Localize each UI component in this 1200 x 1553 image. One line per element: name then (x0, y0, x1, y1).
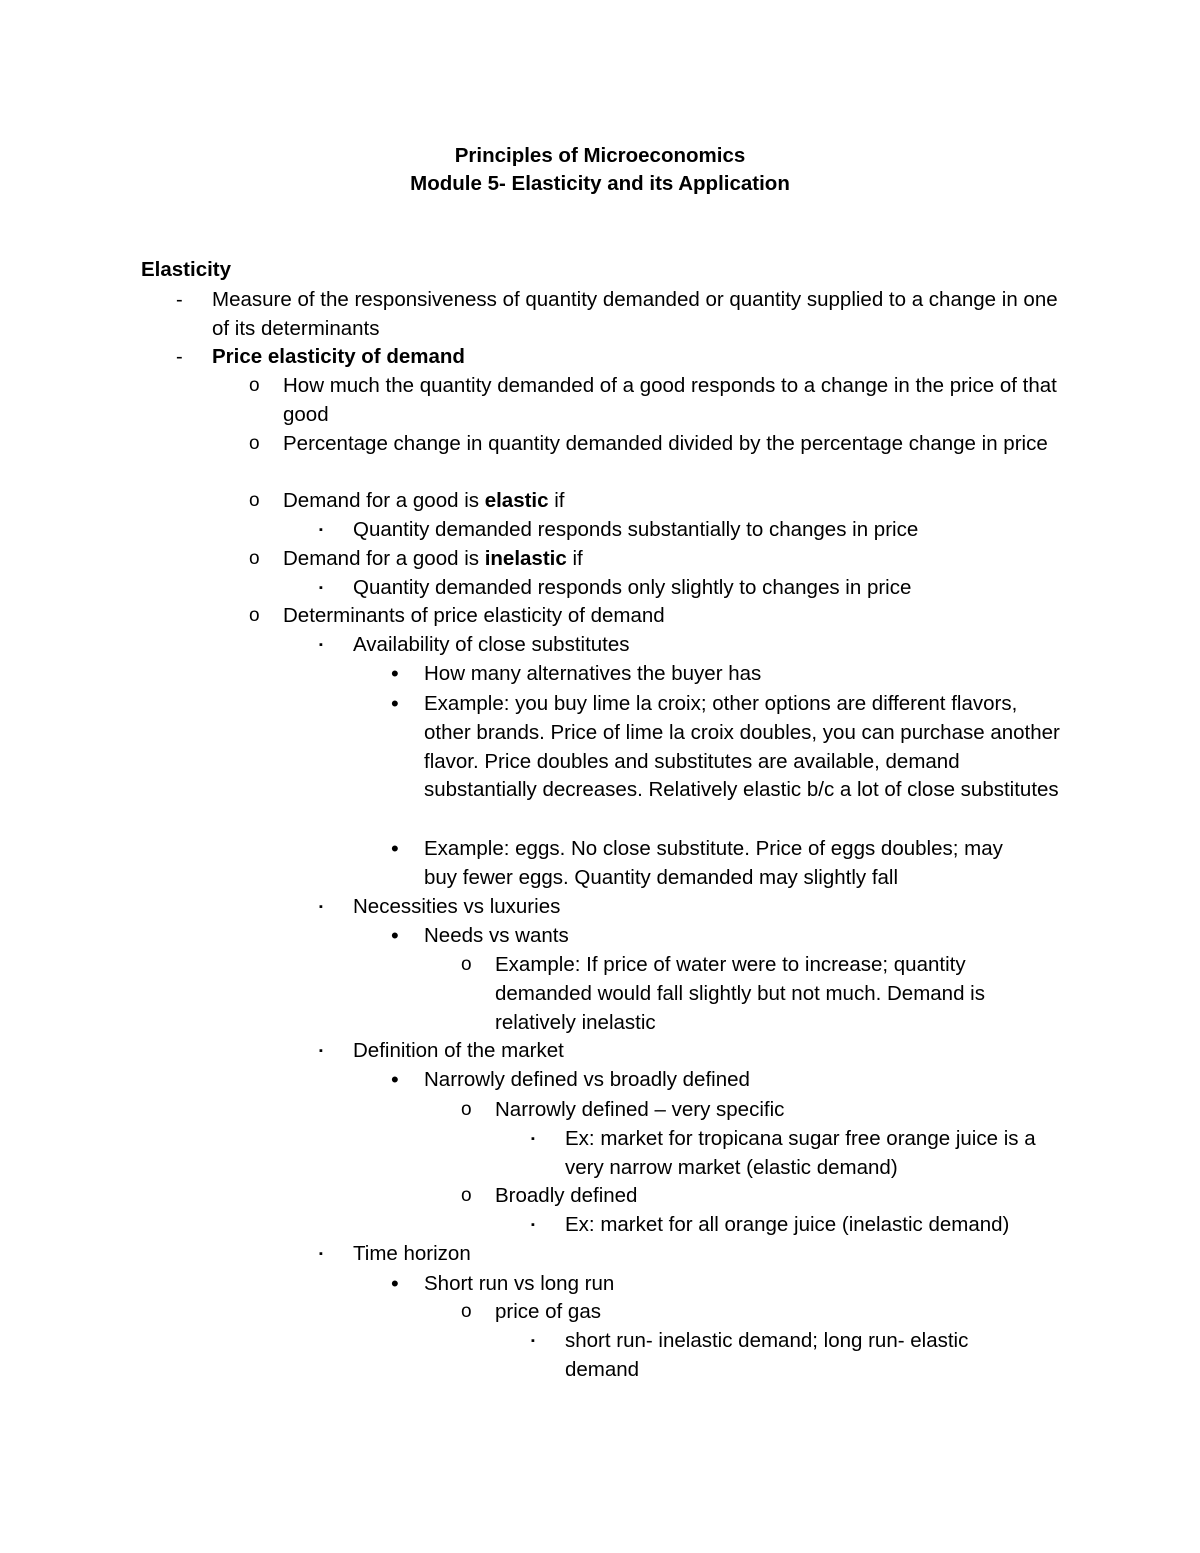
square-marker: ▪ (319, 524, 323, 536)
square-marker: ▪ (319, 1248, 323, 1260)
bullet-marker: • (391, 661, 399, 686)
list-item: How much the quantity demanded of a good responds to a change in the price of that good (283, 374, 1057, 426)
circle-marker: o (249, 605, 260, 626)
square-marker: ▪ (319, 1045, 323, 1057)
list-item: Quantity demanded responds only slightly to changes in price (353, 576, 912, 599)
list-item: Needs vs wants (424, 924, 569, 947)
list-item: Short run vs long run (424, 1272, 615, 1295)
square-marker: ▪ (531, 1133, 535, 1145)
list-item-price-elasticity: Price elasticity of demand (212, 345, 465, 368)
list-item: Narrowly defined – very specific (495, 1098, 785, 1121)
list-item: Ex: market for all orange juice (inelastic demand) (565, 1213, 1010, 1236)
square-marker: ▪ (531, 1335, 535, 1347)
list-item: Time horizon (353, 1242, 471, 1265)
document-title: Principles of Microeconomics (454, 144, 746, 167)
list-item: Quantity demanded responds substantially to changes in price (353, 518, 919, 541)
list-item: Example: you buy lime la croix; other options are different flavors, other brands. Price of lime la croix doubles, you can purchase another flavor. Price doubles and substitutes are available, demand substantially decreases. Relatively elastic b/c a lot of close substitutes (424, 692, 1060, 802)
list-item: Definition of the market (353, 1039, 564, 1062)
elastic-term: elastic (484, 489, 549, 512)
document-subtitle: Module 5- Elasticity and its Application (410, 172, 790, 195)
circle-marker: o (249, 433, 260, 454)
bullet-marker: • (391, 1067, 399, 1092)
bullet-marker: • (391, 836, 399, 861)
dash-marker: - (176, 289, 183, 311)
list-item: Measure of the responsiveness of quantity demanded or quantity supplied to a change in one of its determinants (212, 288, 1058, 340)
list-item: Broadly defined (495, 1184, 638, 1207)
list-item-text: if (566, 547, 583, 570)
dash-marker: - (176, 346, 183, 368)
circle-marker: o (461, 1099, 472, 1120)
circle-marker: o (249, 548, 260, 569)
bullet-marker: • (391, 923, 399, 948)
list-item: Determinants of price elasticity of demand (283, 604, 665, 627)
bullet-marker: • (391, 691, 399, 716)
list-item: How many alternatives the buyer has (424, 662, 762, 685)
square-marker: ▪ (319, 901, 323, 913)
square-marker: ▪ (319, 582, 323, 594)
list-item: price of gas (495, 1300, 601, 1323)
list-item: Necessities vs luxuries (353, 895, 561, 918)
list-item-text: Demand for a good is (283, 489, 485, 512)
list-item: Availability of close substitutes (353, 633, 630, 656)
list-item (283, 545, 1073, 574)
square-marker: ▪ (319, 639, 323, 651)
list-item: Example: If price of water were to increase; quantity demanded would fall slightly but not much. Demand is relatively inelastic (495, 953, 985, 1034)
list-item: Ex: market for tropicana sugar free orange juice is a very narrow market (elastic demand) (565, 1127, 1036, 1179)
list-item: Narrowly defined vs broadly defined (424, 1068, 750, 1091)
list-item-text: if (548, 489, 565, 512)
list-item: short run- inelastic demand; long run- elastic demand (565, 1329, 969, 1381)
square-marker: ▪ (531, 1219, 535, 1231)
inelastic-term: inelastic (484, 547, 567, 570)
list-item: Example: eggs. No close substitute. Price of eggs doubles; may buy fewer eggs. Quantity demanded may slightly fall (424, 837, 1003, 889)
circle-marker: o (249, 375, 260, 396)
list-item (283, 487, 1073, 516)
circle-marker: o (461, 1185, 472, 1206)
section-heading-elasticity: Elasticity (141, 258, 232, 281)
circle-marker: o (249, 490, 260, 511)
bullet-marker: • (391, 1271, 399, 1296)
circle-marker: o (461, 1301, 472, 1322)
list-item-text: Demand for a good is (283, 547, 485, 570)
circle-marker: o (461, 954, 472, 975)
list-item: Percentage change in quantity demanded divided by the percentage change in price (283, 432, 1048, 455)
